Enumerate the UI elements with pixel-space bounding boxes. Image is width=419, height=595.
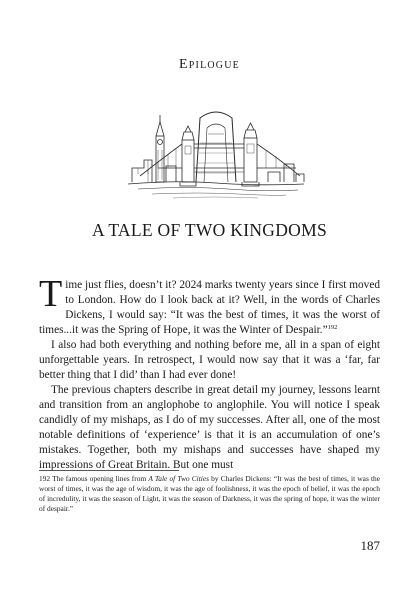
drop-cap: T [39, 273, 63, 315]
footnote-divider [39, 470, 179, 471]
footnote-reference[interactable]: 192 [327, 324, 338, 331]
london-skyline-illustration [118, 88, 314, 208]
paragraph-3: The previous chapters describe in great detail my journey, lessons learnt and transition from an anglophobe to anglophile. You will notice I speak candidly of my mishaps, as I do of my successes. After all, one of the most notable definitions of ‘experience’ is that it is an accumulation of one’s mistakes. Together, both my mishaps and successes have shaped my impressions of Great Britain. But one must [39, 384, 380, 471]
paragraph-1 [39, 273, 380, 338]
body-text [39, 273, 380, 473]
section-heading: Epilogue [179, 57, 240, 72]
page-number: 187 [360, 538, 380, 553]
paragraph-2: I also had both everything and nothing before me, all in a span of eight unforgettable years. In retrospect, I would now say that it was a ‘far, far better thing that I did’ than I had ever done! [39, 339, 380, 381]
paragraph-1-text: ime just flies, doesn’t it? 2024 marks twenty years since I first moved to London. How do I look back at it? Well, in the words of Charles Dickens, I would say: “It was the best of times, it was the worst of times...it was the Spring of Hope, it was the Winter of Despair.” [39, 279, 380, 336]
footnote-number: 192 [39, 474, 51, 483]
footnote-book-title: A Tale of Two Cities [148, 474, 209, 483]
footnote [39, 474, 380, 514]
chapter-title: A TALE OF TWO KINGDOMS [92, 220, 327, 240]
footnote-lead: The famous opening lines from [50, 474, 149, 483]
footnote-text: by Charles Dickens: “It was the best of times, it was the worst of times, it was the age of wisdom, it was the age of foolishness, it was the epoch of belief, it was the epoch of incredulity, it was the season of Light, it was the season of Darkness, it was the spring of hope, it was the winter of despair.” [39, 474, 381, 513]
